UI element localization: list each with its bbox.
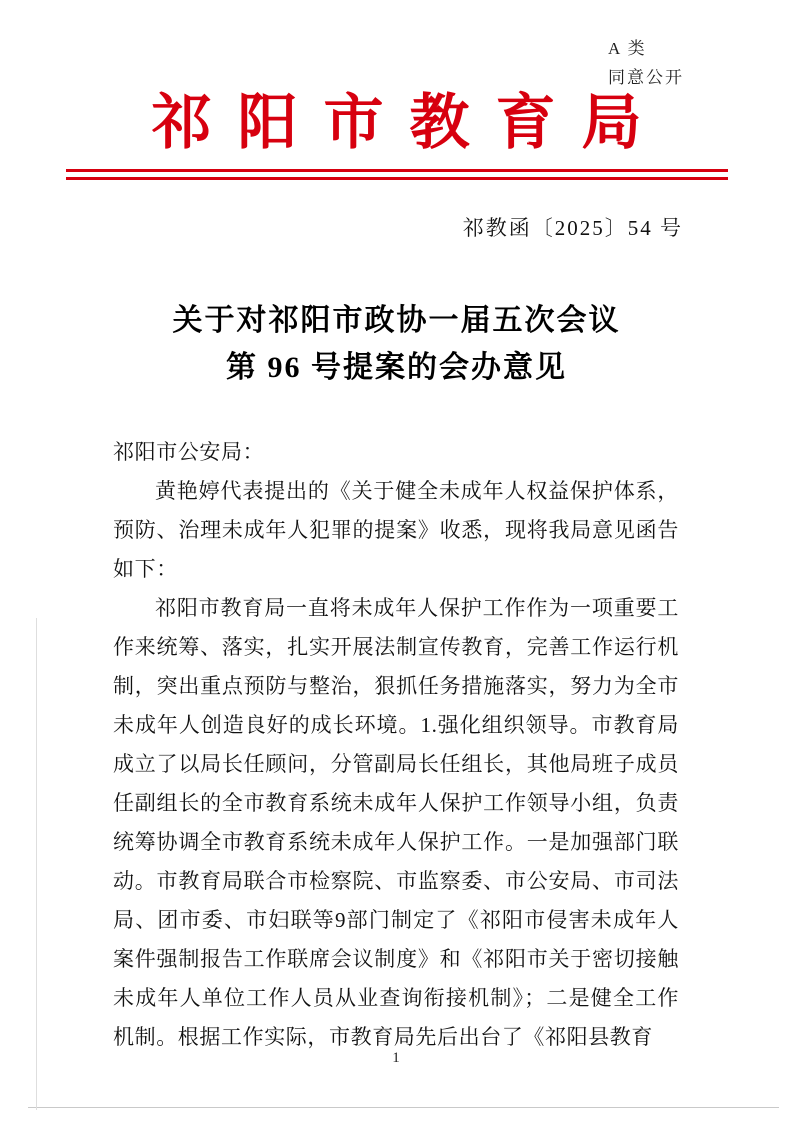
agency-title: 祁阳市教育局	[151, 90, 668, 156]
red-divider	[66, 169, 728, 180]
body-paragraph-1: 黄艳婷代表提出的《关于健全未成年人权益保护体系，预防、治理未成年人犯罪的提案》收悉，现将我局意见函告如下：	[113, 479, 679, 581]
classification-level: A 类	[608, 39, 647, 58]
publicity-status: 同意公开	[608, 68, 684, 87]
scan-edge-left	[36, 618, 37, 1110]
document-title	[0, 297, 793, 391]
body-paragraph-2: 祁阳市教育局一直将未成年人保护工作作为一项重要工作来统筹、落实，扎实开展法制宣传教育，完善工作运行机制，突出重点预防与整治，狠抓任务措施落实，努力为全市未成年人创造良好的成长环境。1.强化组织领导。市教育局成立了以局长任顾问，分管副局长任组长，其他局班子成员任副组长的全市教育系统未成年人保护工作领导小组，负责统筹协调全市教育系统未成年人保护工作。一是加强部门联动。市教育局联合市检察院、市监察委、市公安局、市司法局、团市委、市妇联等9部门制定了《祁阳市侵害未成年人案件强制报告工作联席会议制度》和《祁阳市关于密切接触未成年人单位工作人员从业查询衔接机制》；二是健全工作机制。根据工作实际，市教育局先后出台了《祁阳县教育	[113, 596, 679, 1049]
document-number: 祁教函〔2025〕54 号	[462, 216, 683, 240]
classification-block	[608, 34, 684, 92]
document-body	[113, 433, 679, 1057]
scan-edge-bottom	[28, 1107, 779, 1108]
salutation: 祁阳市公安局：	[113, 440, 265, 464]
document-title-line1: 关于对祁阳市政协一届五次会议	[172, 304, 621, 337]
page-number: 1	[392, 1050, 401, 1066]
document-title-line2: 第 96 号提案的会办意见	[226, 351, 567, 384]
